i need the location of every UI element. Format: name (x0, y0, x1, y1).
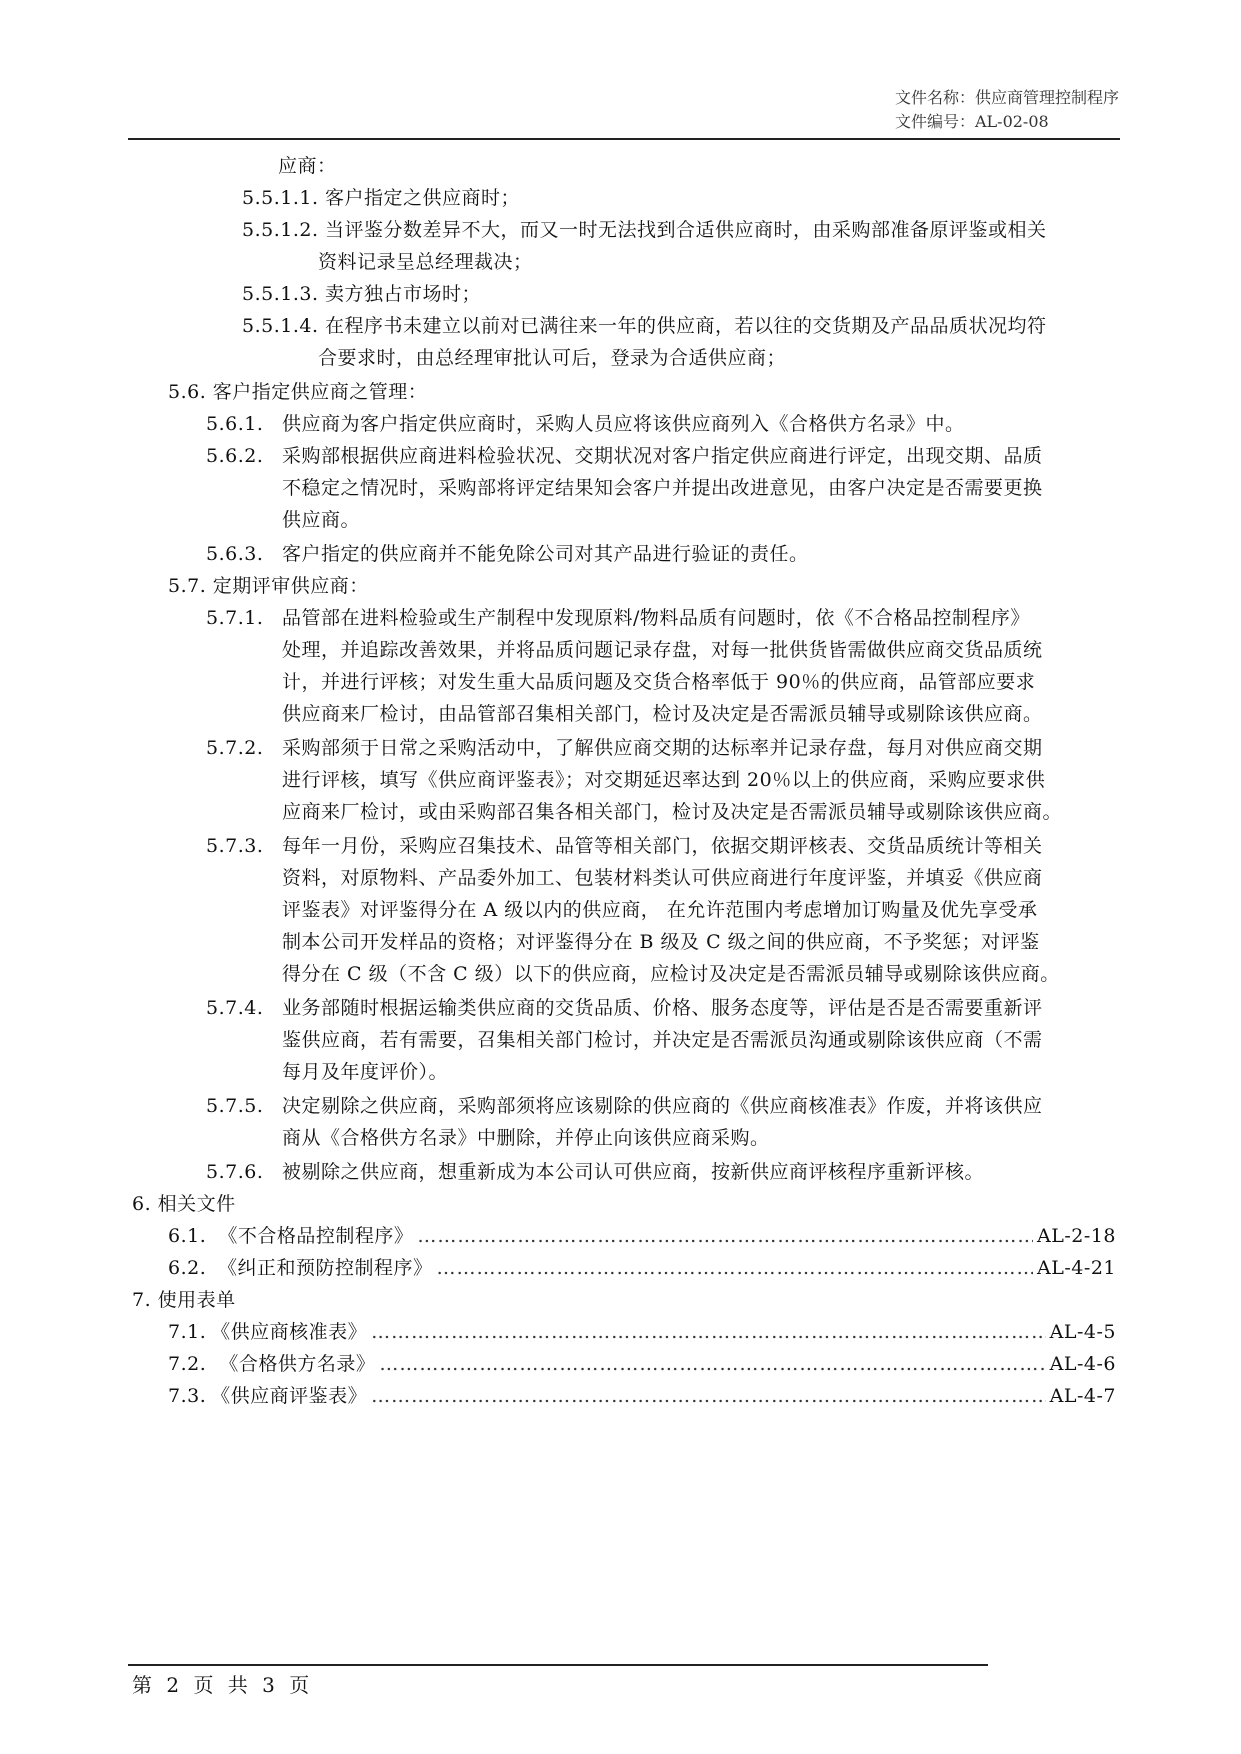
clause-5-6-2: 采购部根据供应商进料检验状况、交期状况对客户指定供应商进行评定，出现交期、品质 (282, 445, 1043, 467)
toc-number: 7.1. (168, 1321, 207, 1343)
text-line: 鉴供应商，若有需要，召集相关部门检讨，并决定是否需派员沟通或剔除该供应商（不需 (282, 1029, 1043, 1051)
toc-leader (417, 1220, 1033, 1252)
text-line: 得分在 C 级（不含 C 级）以下的供应商，应检讨及决定是否需派员辅导或剔除该供应商。 (282, 963, 1060, 985)
clause-number: 5.7.4. (206, 997, 264, 1019)
text-line: 评鉴表》对评鉴得分在 A 级以内的供应商， 在允许范围内考虑增加订购量及优先享受承 (282, 899, 1038, 921)
toc-row (168, 1220, 1116, 1252)
toc-number: 7.3. (168, 1385, 207, 1407)
toc-title: 《供应商评鉴表》 (211, 1385, 368, 1407)
toc-ref: AL-2-18 (1037, 1225, 1116, 1247)
text-line: 计，并进行评核；对发生重大品质问题及交货合格率低于 90％的供应商，品管部应要求 (282, 671, 1036, 693)
clause-5-6-3: 客户指定的供应商并不能免除公司对其产品进行验证的责任。 (282, 543, 809, 565)
toc-leader (371, 1380, 1046, 1412)
text-line: 每月及年度评价）。 (282, 1061, 449, 1083)
clause-number: 5.6.2. (206, 445, 264, 467)
clause-5-7-6: 被剔除之供应商，想重新成为本公司认可供应商，按新供应商评核程序重新评核。 (282, 1161, 985, 1183)
toc-leader (379, 1348, 1045, 1380)
section-7-heading: 7. 使用表单 (132, 1289, 236, 1311)
header-divider (128, 138, 1120, 140)
toc-title: 《纠正和预防控制程序》 (217, 1257, 433, 1279)
toc-ref: AL-4-6 (1049, 1353, 1116, 1375)
clause-number: 5.7.5. (206, 1095, 264, 1117)
file-number: 文件编号：AL-02-08 (894, 112, 1049, 131)
toc-title: 《合格供方名录》 (219, 1353, 376, 1375)
clause-5-5-1-1: 5.5.1.1. 客户指定之供应商时； (242, 187, 521, 209)
document-header (895, 86, 1119, 134)
text-line: 制本公司开发样品的资格；对评鉴得分在 B 级及 C 级之间的供应商，不予奖惩；对评鉴 (282, 931, 1040, 953)
clause-5-5-1-4: 5.5.1.4. 在程序书未建立以前对已满往来一年的供应商，若以往的交货期及产品品质状况均符 (242, 315, 1047, 337)
clause-5-7-3: 每年一月份，采购应召集技术、品管等相关部门，依据交期评核表、交货品质统计等相关 (282, 835, 1043, 857)
clause-number: 5.7.6. (206, 1161, 264, 1183)
clause-number: 5.7.1. (206, 607, 264, 629)
text-line: 进行评核，填写《供应商评鉴表》；对交期延迟率达到 20％以上的供应商，采购应要求供 (282, 769, 1046, 791)
toc-number: 6.2. (168, 1257, 207, 1279)
toc-ref: AL-4-5 (1049, 1321, 1116, 1343)
toc-row (168, 1348, 1116, 1380)
section-5-6-heading: 5.6. 客户指定供应商之管理： (168, 381, 428, 403)
text-line: 资料记录呈总经理裁决； (318, 251, 533, 273)
toc-leader (371, 1316, 1046, 1348)
text-line: 处理，并追踪改善效果，并将品质问题记录存盘，对每一批供货皆需做供应商交货品质统 (282, 639, 1043, 661)
file-name: 文件名称：供应商管理控制程序 (894, 88, 1119, 107)
toc-number: 6.1. (168, 1225, 207, 1247)
toc-leader (437, 1252, 1034, 1284)
toc-number: 7.2. (168, 1353, 207, 1375)
text-line: 应商来厂检讨，或由采购部召集各相关部门，检讨及决定是否需派员辅导或剔除该供应商。 (282, 801, 1063, 823)
toc-title: 《不合格品控制程序》 (218, 1225, 414, 1247)
clause-5-7-2: 采购部须于日常之采购活动中，了解供应商交期的达标率并记录存盘，每月对供应商交期 (282, 737, 1043, 759)
clause-number: 5.6.1. (206, 413, 264, 435)
clause-number: 5.6.3. (206, 543, 264, 565)
text-line: 商从《合格供方名录》中删除，并停止向该供应商采购。 (282, 1127, 770, 1149)
toc-row (168, 1316, 1116, 1348)
toc-ref: AL-4-21 (1037, 1257, 1116, 1279)
toc-title: 《供应商核准表》 (211, 1321, 368, 1343)
text-line: 合要求时，由总经理审批认可后，登录为合适供应商； (318, 347, 787, 369)
toc-row (168, 1380, 1116, 1412)
page-number: 第 2 页 共 3 页 (132, 1673, 314, 1697)
clause-5-7-5: 决定剔除之供应商，采购部须将应该剔除的供应商的《供应商核准表》作废，并将该供应 (282, 1095, 1043, 1117)
clause-5-7-4: 业务部随时根据运输类供应商的交货品质、价格、服务态度等，评估是否是否需要重新评 (282, 997, 1043, 1019)
section-6-heading: 6. 相关文件 (132, 1193, 236, 1215)
text-line: 资料，对原物料、产品委外加工、包装材料类认可供应商进行年度评鉴，并填妥《供应商 (282, 867, 1043, 889)
text-line: 供应商来厂检讨，由品管部召集相关部门，检讨及决定是否需派员辅导或剔除该供应商。 (282, 703, 1043, 725)
section-5-7-heading: 5.7. 定期评审供应商： (168, 575, 369, 597)
clause-number: 5.7.2. (206, 737, 264, 759)
clause-number: 5.7.3. (206, 835, 264, 857)
clause-5-5-1-3: 5.5.1.3. 卖方独占市场时； (242, 283, 482, 305)
text-line: 应商： (278, 155, 337, 177)
toc-ref: AL-4-7 (1049, 1385, 1116, 1407)
text-line: 不稳定之情况时，采购部将评定结果知会客户并提出改进意见，由客户决定是否需要更换 (282, 477, 1043, 499)
clause-5-7-1: 品管部在进料检验或生产制程中发现原料/物料品质有问题时，依《不合格品控制程序》 (282, 607, 1030, 629)
text-line: 供应商。 (282, 509, 361, 531)
clause-5-5-1-2: 5.5.1.2. 当评鉴分数差异不大，而又一时无法找到合适供应商时，由采购部准备原评鉴或相关 (242, 219, 1047, 241)
footer-divider (128, 1664, 988, 1666)
clause-5-6-1: 供应商为客户指定供应商时，采购人员应将该供应商列入《合格供方名录》中。 (282, 413, 965, 435)
toc-row (168, 1252, 1116, 1284)
